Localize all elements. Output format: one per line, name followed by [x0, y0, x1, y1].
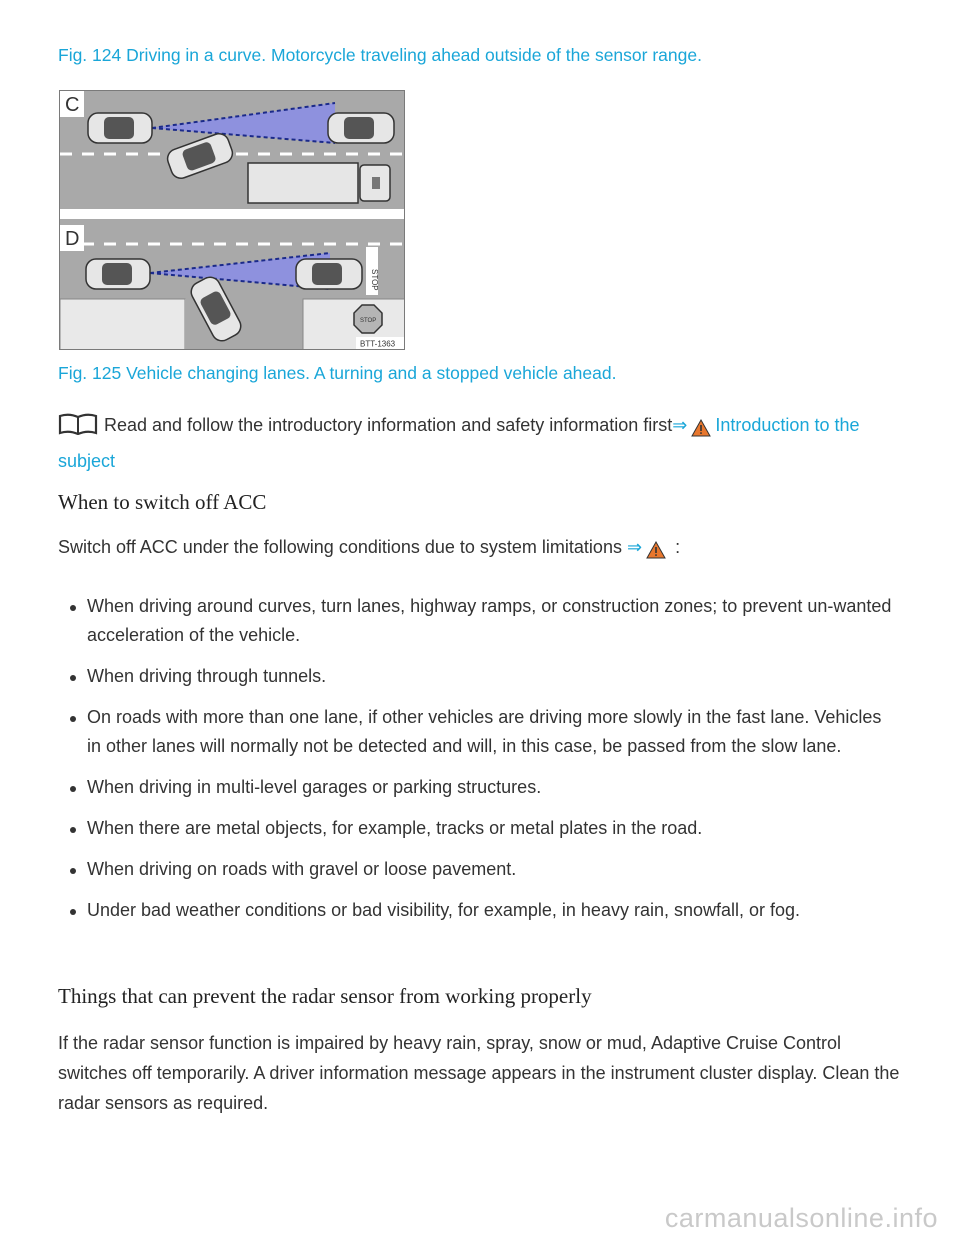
- bullet-icon: [70, 716, 76, 722]
- intro-arrow[interactable]: ⇒: [672, 415, 688, 435]
- bullet-icon: [70, 675, 76, 681]
- section-heading-radar-sensor: Things that can prevent the radar sensor from working properly: [58, 984, 592, 1008]
- ego-car-d: [86, 259, 150, 289]
- list-item: [58, 814, 898, 843]
- switch-off-conditions-list: [58, 592, 898, 937]
- curb-block-left: [60, 299, 185, 350]
- list-item: [58, 773, 898, 802]
- figure-124-caption: Fig. 124 Driving in a curve. Motorcycle traveling ahead outside of the sensor range.: [58, 45, 702, 65]
- truck-c: [248, 163, 390, 203]
- watermark: carmanualsonline.info: [664, 1203, 938, 1233]
- stop-marking-text: STOP: [370, 269, 379, 291]
- stop-sign-text: STOP: [360, 318, 377, 324]
- traffic-scenario-diagram: [60, 91, 405, 350]
- list-item-text: When driving in multi-level garages or parking structures.: [87, 777, 542, 797]
- list-item-text: When driving through tunnels.: [87, 666, 327, 686]
- stopped-car-d: [296, 259, 362, 289]
- bullet-icon: [70, 605, 76, 611]
- warning-triangle-icon: [646, 541, 666, 564]
- intro-note: [58, 410, 898, 476]
- book-icon: [58, 413, 98, 444]
- panel-c-label: C: [65, 94, 80, 116]
- list-item: [58, 592, 898, 650]
- list-item-text: On roads with more than one lane, if other vehicles are driving more slowly in the fast lane. Vehicles in other lanes will normally not be detected and will, in this case, be passed from the slow lane.: [87, 707, 882, 756]
- bullet-icon: [70, 909, 76, 915]
- lead-colon: :: [675, 537, 681, 557]
- lead-arrow[interactable]: ⇒: [626, 537, 643, 557]
- section-heading-switch-off-acc: When to switch off ACC: [58, 490, 267, 514]
- figure-125-caption: Fig. 125 Vehicle changing lanes. A turning and a stopped vehicle ahead.: [58, 363, 617, 383]
- list-item-text: When there are metal objects, for example, tracks or metal plates in the road.: [87, 818, 703, 838]
- list-item: [58, 662, 898, 691]
- panel-d-label: D: [65, 228, 80, 250]
- stop-sign-icon: [354, 305, 382, 333]
- switch-off-lead: [58, 537, 680, 564]
- figure-125-illustration: [59, 90, 405, 350]
- figure-id-text: BTT-1363: [360, 339, 396, 349]
- list-item: [58, 896, 898, 925]
- list-item: [58, 703, 898, 761]
- warning-triangle-icon: [691, 416, 711, 446]
- vehicle-ahead-c: [328, 113, 394, 143]
- introduction-link[interactable]: Introduction to the subject: [58, 415, 860, 471]
- list-item-text: When driving on roads with gravel or loose pavement.: [87, 859, 517, 879]
- bullet-icon: [70, 786, 76, 792]
- bullet-icon: [70, 827, 76, 833]
- median-strip: [60, 209, 405, 219]
- intro-text: Read and follow the introductory information and safety information first: [104, 415, 673, 435]
- ego-car-c: [88, 113, 152, 143]
- bullet-icon: [70, 868, 76, 874]
- list-item: [58, 855, 898, 884]
- lead-text: Switch off ACC under the following conditions due to system limitations: [58, 537, 622, 557]
- list-item-text: Under bad weather conditions or bad visibility, for example, in heavy rain, snowfall, or fog.: [87, 900, 801, 920]
- radar-sensor-paragraph: If the radar sensor function is impaired by heavy rain, spray, snow or mud, Adaptive Cruise Control switches off temporarily. A driver information message appears in the instrument cluster display. Clean the radar sensors as required.: [58, 1033, 900, 1113]
- list-item-text: When driving around curves, turn lanes, highway ramps, or construction zones; to prevent un-wanted acceleration of the vehicle.: [87, 596, 892, 645]
